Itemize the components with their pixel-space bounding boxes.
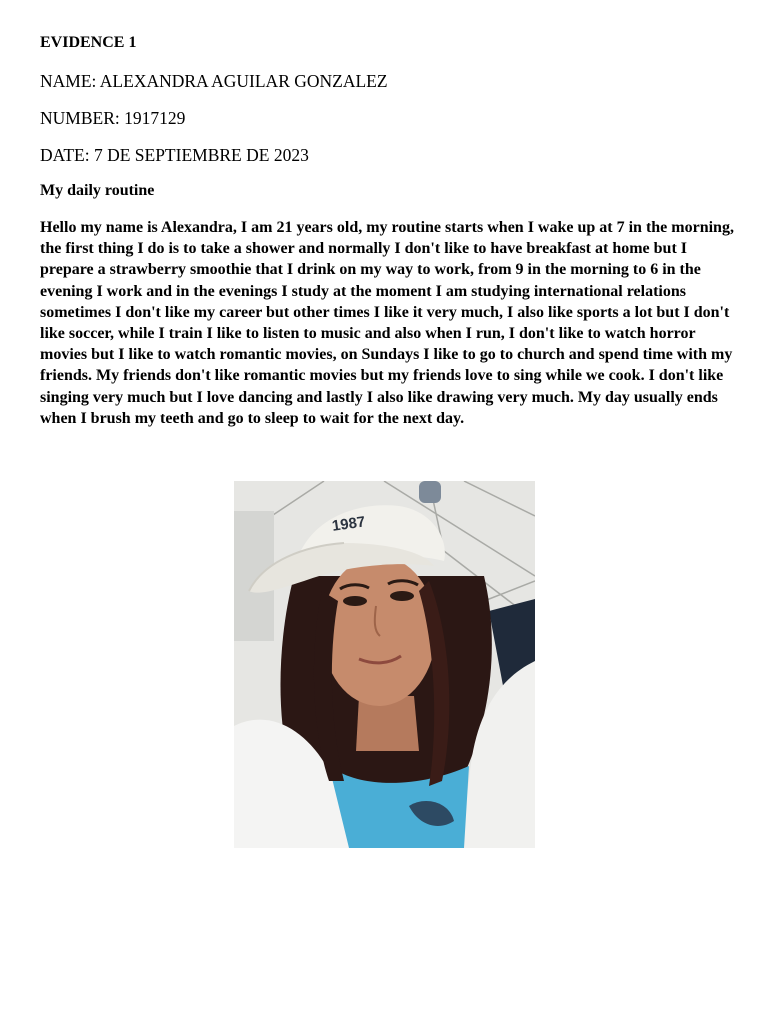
section-heading: My daily routine (40, 182, 155, 199)
cap-logo-text: 1987 (330, 513, 367, 535)
routine-paragraph: Hello my name is Alexandra, I am 21 years old, my routine starts when I wake up at 7 in the morning, the first thing I do is to take a shower and normally I don't like to have breakfast at home but I prepare a strawberry smoothie that I drink on my way to work, from 9 in the morning to 6 in the evening I work and in the evenings I study at the moment I am studying international relations sometimes I don't like my career but other times I like it very much, I also like sports a lot but I don't like soccer, while I train I like to listen to music and also when I run, I don't like to watch horror movies but I like to watch romantic movies, on Sundays I like to go to church and spend time with my friends. My friends don't like romantic movies but my friends love to sing while we cook. I don't like singing very much but I love dancing and lastly I also like drawing very much. My day usually ends when I brush my teeth and go to sleep to wait for the next day. (40, 219, 734, 427)
student-number: NUMBER: 1917129 (40, 108, 186, 128)
selfie-illustration (234, 481, 535, 848)
selfie-photo (234, 481, 535, 848)
student-name: NAME: ALEXANDRA AGUILAR GONZALEZ (40, 71, 388, 91)
document-date: DATE: 7 DE SEPTIEMBRE DE 2023 (40, 145, 309, 165)
document-title: EVIDENCE 1 (40, 34, 137, 51)
